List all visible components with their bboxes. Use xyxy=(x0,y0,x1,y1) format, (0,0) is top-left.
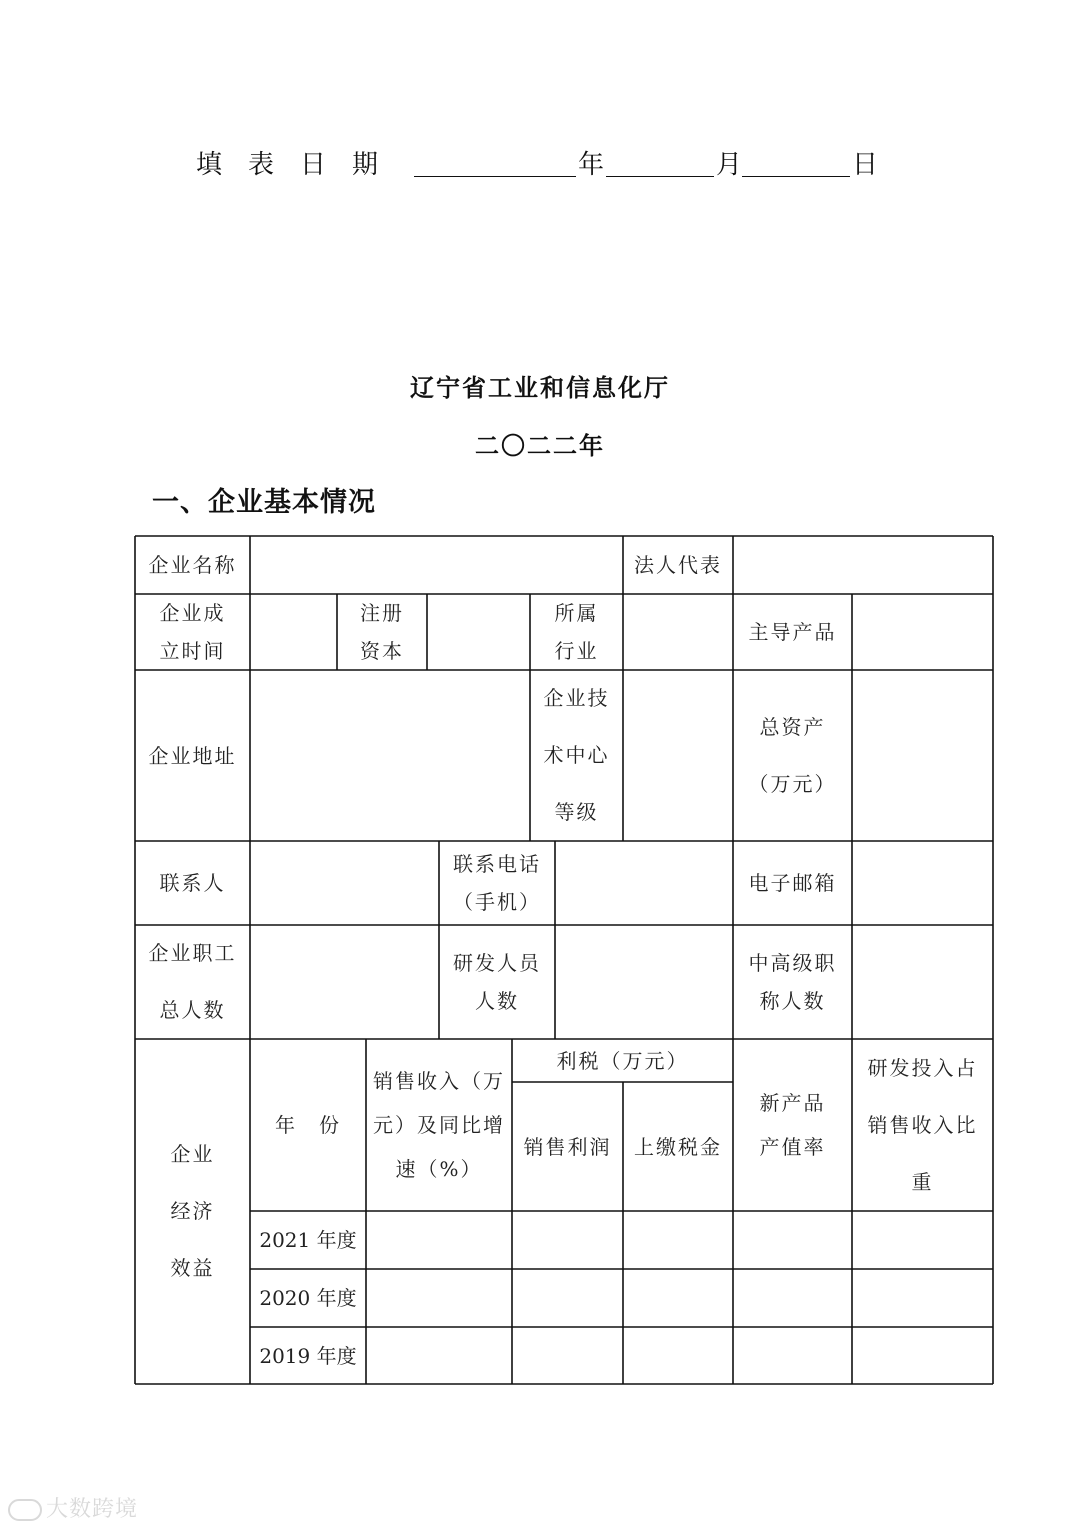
header-year: 年 份 xyxy=(275,1113,341,1137)
header-sales-profit: 销售利润 xyxy=(523,1134,612,1159)
input-tax-2020[interactable] xyxy=(623,1269,733,1327)
input-newprod-2019[interactable] xyxy=(733,1327,852,1384)
day-label: 日 xyxy=(852,150,879,180)
watermark xyxy=(8,1492,138,1523)
input-rdratio-2021[interactable] xyxy=(852,1211,993,1269)
input-rdratio-2019[interactable] xyxy=(852,1327,993,1384)
input-tech-center[interactable] xyxy=(623,670,733,841)
year-row-label: 2021 年度 xyxy=(259,1228,357,1252)
input-sales-2021[interactable] xyxy=(366,1211,512,1269)
header-new-product: 新产品 产值率 xyxy=(759,1091,826,1159)
year-row-label: 2020 年度 xyxy=(259,1286,357,1310)
input-reg-capital[interactable] xyxy=(427,594,530,670)
input-profit-2019[interactable] xyxy=(512,1327,623,1384)
label-tech-center: 企业技 术中心 等级 xyxy=(543,686,610,824)
input-newprod-2021[interactable] xyxy=(733,1211,852,1269)
input-sales-2020[interactable] xyxy=(366,1269,512,1327)
input-profit-2021[interactable] xyxy=(512,1211,623,1269)
input-industry[interactable] xyxy=(623,594,733,670)
input-total-assets[interactable] xyxy=(852,670,993,841)
label-address: 企业地址 xyxy=(148,743,237,768)
header-sales: 销售收入（万 元）及同比增 速（%） xyxy=(373,1069,505,1181)
label-legal-rep: 法人代表 xyxy=(634,553,722,577)
input-contact[interactable] xyxy=(250,841,439,925)
input-address[interactable] xyxy=(250,670,530,841)
label-senior-titles: 中高级职 称人数 xyxy=(748,951,837,1013)
section-title: 一、企业基本情况 xyxy=(152,487,376,518)
input-tax-2021[interactable] xyxy=(623,1211,733,1269)
year-label: 年 xyxy=(578,150,605,180)
input-established[interactable] xyxy=(250,594,337,670)
label-established: 企业成 立时间 xyxy=(159,601,226,663)
label-rd-staff: 研发人员 人数 xyxy=(453,951,541,1013)
input-rdratio-2020[interactable] xyxy=(852,1269,993,1327)
label-company-name: 企业名称 xyxy=(148,553,237,577)
label-industry: 所属 行业 xyxy=(554,601,599,663)
label-econ-benefit: 企业 经济 效益 xyxy=(170,1142,215,1280)
month-label: 月 xyxy=(716,150,743,180)
issuer-name: 辽宁省工业和信息化厅 xyxy=(410,374,670,402)
input-rd-staff[interactable] xyxy=(555,925,733,1039)
header-profit-tax: 利税（万元） xyxy=(556,1048,689,1073)
input-senior-titles[interactable] xyxy=(852,925,993,1039)
header-rd-ratio: 研发投入占 销售收入比 重 xyxy=(867,1055,978,1194)
input-newprod-2020[interactable] xyxy=(733,1269,852,1327)
watermark-text: 大数跨境 xyxy=(46,1497,139,1522)
label-reg-capital: 注册 资本 xyxy=(360,601,404,663)
input-email[interactable] xyxy=(852,841,993,925)
input-profit-2020[interactable] xyxy=(512,1269,623,1327)
input-company-name[interactable] xyxy=(250,536,623,594)
label-phone: 联系电话 （手机） xyxy=(453,852,541,914)
input-phone[interactable] xyxy=(555,841,733,925)
label-contact: 联系人 xyxy=(159,871,226,895)
header-tax-paid: 上缴税金 xyxy=(634,1134,722,1159)
label-main-product: 主导产品 xyxy=(748,620,837,644)
input-employees[interactable] xyxy=(250,925,439,1039)
watermark-logo-icon xyxy=(8,1499,42,1521)
input-tax-2019[interactable] xyxy=(623,1327,733,1384)
fill-date-label: 填 表 日 期 xyxy=(196,150,379,180)
label-email: 电子邮箱 xyxy=(748,871,837,895)
label-employees: 企业职工 总人数 xyxy=(148,941,237,1022)
input-main-product[interactable] xyxy=(852,594,993,670)
input-sales-2019[interactable] xyxy=(366,1327,512,1384)
input-legal-rep[interactable] xyxy=(733,536,993,594)
issue-year: 二〇二二年 xyxy=(475,432,605,460)
label-total-assets: 总资产 （万元） xyxy=(748,714,837,796)
year-row-label: 2019 年度 xyxy=(259,1343,357,1368)
